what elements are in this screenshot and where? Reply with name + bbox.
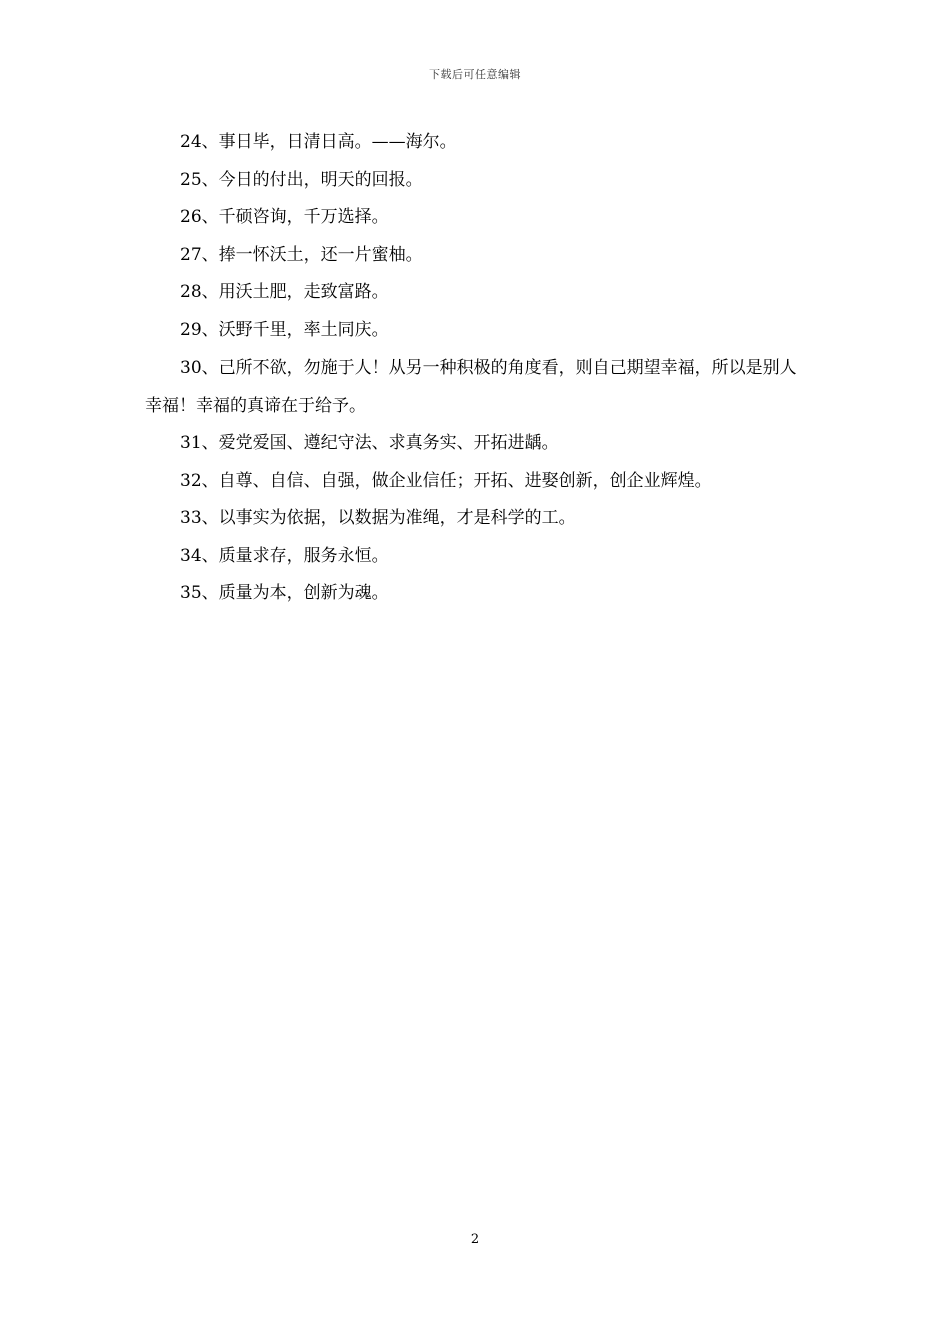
list-item-29: 29、沃野千里，率土同庆。 (180, 319, 389, 340)
list-item-32: 32、自尊、自信、自强，做企业信任；开拓、进娶创新，创企业辉煌。 (180, 470, 712, 491)
list-item-28: 28、用沃土肥，走致富路。 (180, 282, 389, 302)
list-item-24: 24、事日毕，日清日高。——海尔。 (180, 132, 457, 152)
list-item-35: 35、质量为本，创新为魂。 (180, 583, 389, 603)
list-item-26: 26、千硕咨询，千万选择。 (180, 207, 389, 227)
page-number: 2 (470, 1232, 480, 1247)
list-item-27: 27、捧一怀沃土，还一片蜜柚。 (180, 244, 423, 265)
list-item-30: 30、己所不欲，勿施于人！从另一种积极的角度看，则自己期望幸福，所以是别人幸福！幸福的真谛在于给予。 (145, 358, 797, 416)
document-body (145, 124, 810, 613)
list-item-25: 25、今日的付出，明天的回报。 (180, 169, 423, 190)
list-item-31: 31、爱党爱国、遵纪守法、求真务实、开拓进龋。 (180, 433, 559, 453)
page-header: 下载后可任意编辑 (429, 68, 521, 81)
list-item-33: 33、以事实为依据，以数据为准绳，才是科学的工。 (180, 508, 576, 528)
list-item-34: 34、质量求存，服务永恒。 (180, 545, 389, 566)
